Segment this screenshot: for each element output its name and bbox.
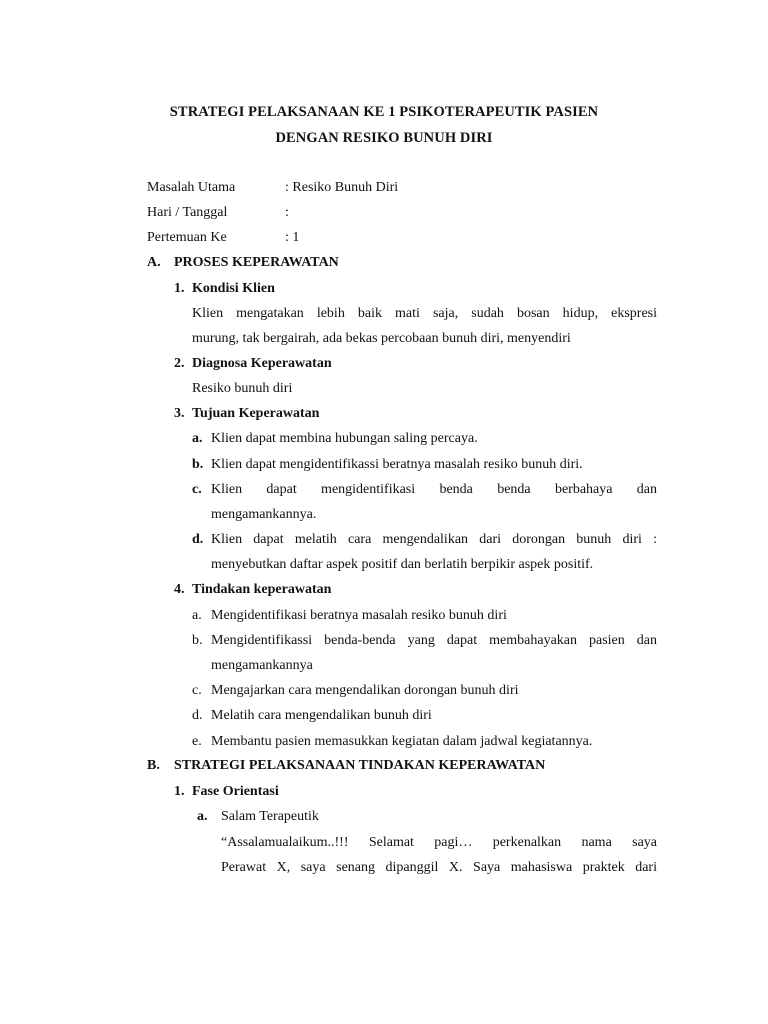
a4-heading: Tindakan keperawatan xyxy=(192,582,332,597)
a3-sub-b-text: Klien dapat mengidentifikassi beratnya masalah resiko bunuh diri. xyxy=(211,457,583,472)
a4-number: 4. xyxy=(174,582,185,597)
a1-text-line-2: murung, tak bergairah, ada bekas percobaan bunuh diri, menyendiri xyxy=(192,331,571,346)
a3-sub-c-text-line-2: mengamankannya. xyxy=(211,507,317,522)
a3-number: 3. xyxy=(174,406,185,421)
a2-text-line-1: Resiko bunuh diri xyxy=(192,381,293,396)
info-label-pertemuan: Pertemuan Ke xyxy=(147,230,227,245)
b1-sub-a-letter: a. xyxy=(197,809,208,824)
a1-number: 1. xyxy=(174,281,185,296)
info-label-masalah: Masalah Utama xyxy=(147,180,236,195)
a1-text-line-1: Klien mengatakan lebih baik mati saja, sudah bosan hidup, ekspresi xyxy=(192,306,657,321)
a4-sub-a-letter: a. xyxy=(192,608,202,623)
section-a-heading: PROSES KEPERAWATAN xyxy=(174,255,339,270)
section-a-marker: A. xyxy=(147,255,161,270)
a3-sub-d-letter: d. xyxy=(192,532,204,547)
a3-heading: Tujuan Keperawatan xyxy=(192,406,320,421)
a4-sub-b-text-line-1: Mengidentifikassi benda-benda yang dapat membahayakan pasien dan xyxy=(211,633,657,648)
info-label-hari: Hari / Tanggal xyxy=(147,205,228,220)
a3-sub-d-text-line-2: menyebutkan daftar aspek positif dan berlatih berpikir aspek positif. xyxy=(211,557,594,572)
a3-sub-a-letter: a. xyxy=(192,431,203,446)
a4-sub-d-text: Melatih cara mengendalikan bunuh diri xyxy=(211,708,432,723)
b1-sub-a-text-line-1: “Assalamualaikum..!!! Selamat pagi… perkenalkan nama saya xyxy=(221,835,657,850)
a3-sub-b-letter: b. xyxy=(192,457,204,472)
a3-sub-c-text-line-1: Klien dapat mengidentifikasi benda benda berbahaya dan xyxy=(211,482,657,497)
a4-sub-c-text: Mengajarkan cara mengendalikan dorongan bunuh diri xyxy=(211,683,519,698)
a4-sub-a-text: Mengidentifikasi beratnya masalah resiko bunuh diri xyxy=(211,608,507,623)
a2-heading: Diagnosa Keperawatan xyxy=(192,356,332,371)
b1-number: 1. xyxy=(174,784,185,799)
a3-sub-d-text-line-1: Klien dapat melatih cara mengendalikan dari dorongan bunuh diri : xyxy=(211,532,657,547)
document-title-line-1: STRATEGI PELAKSANAAN KE 1 PSIKOTERAPEUTIK PASIEN xyxy=(169,104,599,120)
info-value-masalah: : Resiko Bunuh Diri xyxy=(285,180,399,195)
a4-sub-e-letter: e. xyxy=(192,734,202,749)
a3-sub-c-letter: c. xyxy=(192,482,202,497)
section-b-heading: STRATEGI PELAKSANAAN TINDAKAN KEPERAWATAN xyxy=(174,758,546,773)
a4-sub-b-letter: b. xyxy=(192,633,203,648)
info-value-pertemuan: : 1 xyxy=(285,230,300,245)
a3-sub-a-text: Klien dapat membina hubungan saling percaya. xyxy=(211,431,478,446)
section-b-marker: B. xyxy=(147,758,160,773)
b1-heading: Fase Orientasi xyxy=(192,784,279,799)
a2-number: 2. xyxy=(174,356,185,371)
b1-sub-a-text-line-2: Perawat X, saya senang dipanggil X. Saya mahasiswa praktek dari xyxy=(221,860,657,875)
a4-sub-e-text: Membantu pasien memasukkan kegiatan dalam jadwal kegiatannya. xyxy=(211,734,593,749)
a4-sub-d-letter: d. xyxy=(192,708,203,723)
a4-sub-c-letter: c. xyxy=(192,683,202,698)
a4-sub-b-text-line-2: mengamankannya xyxy=(211,658,313,673)
document-title-line-2: DENGAN RESIKO BUNUH DIRI xyxy=(275,130,493,146)
info-value-hari: : xyxy=(285,205,289,220)
a1-heading: Kondisi Klien xyxy=(192,281,275,296)
b1-sub-a-label: Salam Terapeutik xyxy=(221,809,319,824)
